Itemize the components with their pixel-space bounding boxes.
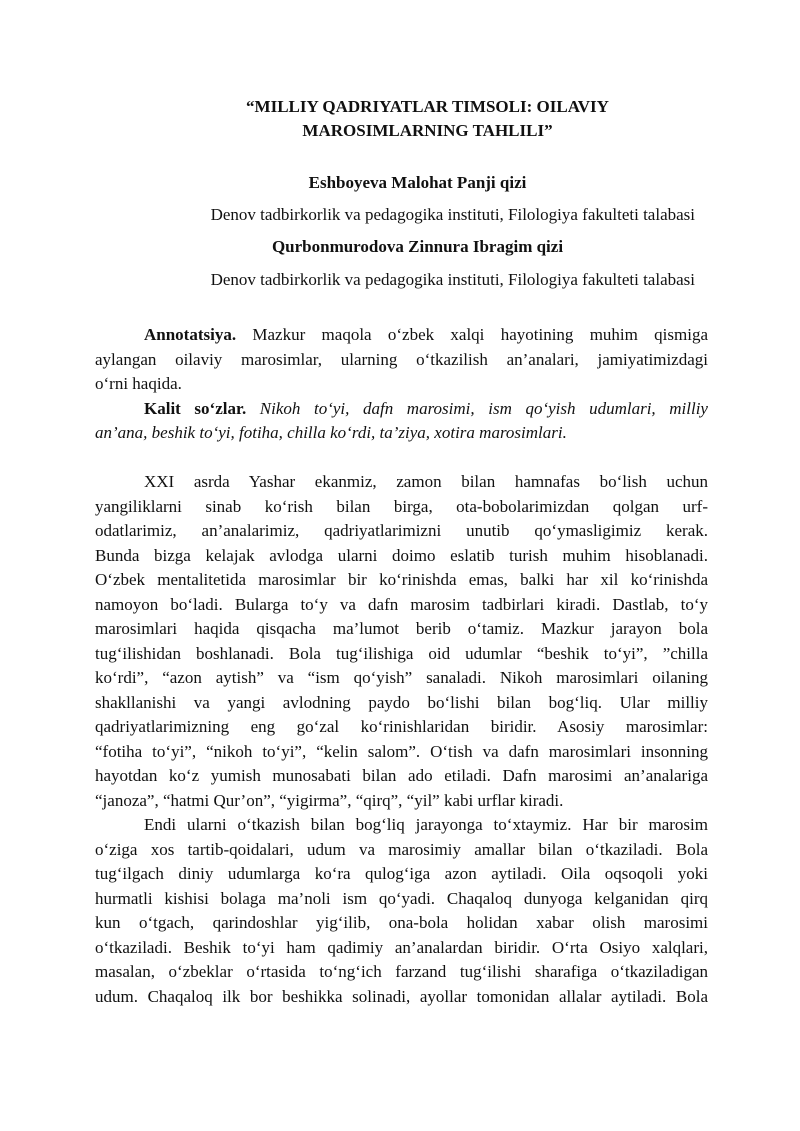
keywords-text: Nikoh to‘yi, dafn marosimi, ism qo‘yish udumlari, milliy [246,398,708,418]
paragraph-line: “fotiha to‘yi”, “nikoh to‘yi”, “kelin salom”. O‘tish va dafn marosimlari insonning [95,741,708,761]
keywords-label: Kalit so‘zlar. [144,398,247,418]
keywords-line [95,397,708,422]
paragraph-line: udum. Chaqaloq ilk bor beshikka solinadi, ayollar tomonidan allalar aytiladi. Bola [95,986,708,1006]
paragraph-line: qadriyatlarimizning eng go‘zal ko‘rinishlaridan biridir. Asosiy marosimlar: [95,717,708,736]
paragraph-line: XXI asrda Yashar ekanmiz, zamon bilan hamnafas bo‘lish uchun [144,472,708,491]
keywords-line: an’ana, beshik to‘yi, fotiha, chilla ko‘rdi, ta’ziya, xotira marosimlari. [95,423,567,442]
paragraph-line: Bunda bizga kelajak avlodga ularni doimo eslatib turish muhim hisoblanadi. [95,545,708,565]
paragraph-line: marosimlari haqida qisqacha ma’lumot berib o‘tamiz. Mazkur jarayon bola [95,619,708,638]
abstract [95,323,708,446]
author-name-2: Qurbonmurodova Zinnura Ibragim qizi [271,237,564,256]
paper-title-line-2: MAROSIMLARNING TAHLILI” [302,121,553,140]
paragraph-line: shakllanishi va yangi avlodning paydo bo‘lishi bilan bog‘liq. Ular milliy [95,692,708,712]
paragraph-line: yangiliklarni sinab ko‘rish bilan birga, ota-bobolarimizdan qolgan urf- [95,496,708,516]
abstract-line [95,323,708,348]
paragraph-line: ko‘rdi”, “azon aytish” va “ism qo‘yish” sanaladi. Nikoh marosimlari oilaning [95,668,708,687]
paragraph-line: Endi ularni o‘tkazish bilan bog‘liq jarayonga to‘xtaymiz. Har bir marosim [144,815,708,834]
paragraph-line: hurmatli kishisi bolaga ma’noli ism qo‘yadi. Chaqaloq dunyoga kelganidan qirq [95,888,708,908]
paragraph-line: “janoza”, “hatmi Qur’on”, “yigirma”, “qirq”, “yil” kabi urflar kiradi. [95,790,564,810]
paragraph-line: kun o‘tgach, qarindoshlar yig‘ilib, ona-bola holidan xabar olish marosimi [95,913,708,932]
abstract-text: Mazkur maqola o‘zbek xalqi hayotining muhim qismiga [236,325,708,344]
paragraph-line: namoyon bo‘ladi. Bularga to‘y va dafn marosim tadbirlari kiradi. Dastlab, to‘y [95,594,708,614]
paragraph-line: tug‘ilishidan boshlanadi. Bola tug‘ilishiga oid udumlar “beshik to‘yi”, ”chilla [95,643,708,663]
author-affiliation-2: Denov tadbirkorlik va pedagogika instituti, Filologiya fakulteti talabasi [210,270,695,289]
author-name-1: Eshboyeva Malohat Panji qizi [308,173,527,192]
paragraph-line: odatlarimiz, an’analarimiz, qadriyatlarimizni unutib qo‘ymasligimiz kerak. [95,521,708,540]
abstract-line: aylangan oilaviy marosimlar, ularning o‘tkazilish an’analari, jamiyatimizdagi [95,349,708,369]
author-affiliation-1: Denov tadbirkorlik va pedagogika instituti, Filologiya fakulteti talabasi [210,205,695,224]
paragraph-line: o‘ziga xos tartib-qoidalari, udum va marosimiy amallar bilan o‘tkaziladi. Bola [95,839,708,859]
body-paragraph-1 [95,470,708,813]
paragraph-line: O‘zbek mentalitetida marosimlar bir ko‘rinishda emas, balki har xil ko‘rinishda [95,570,708,589]
abstract-line: o‘rni haqida. [95,374,182,393]
paper-title-line-1: “MILLIY QADRIYATLAR TIMSOLI: OILAVIY [246,97,609,116]
paragraph-line: hayotdan ko‘z yumish munosabati bilan ado etiladi. Dafn marosimi an’analariga [95,766,708,785]
paragraph-line: masalan, o‘zbeklar o‘rtasida to‘ng‘ich farzand tug‘ilishi sharafiga o‘tkaziladigan [95,962,708,981]
paragraph-line: tug‘ilgach diniy udumlarga ko‘ra qulog‘iga azon aytiladi. Oila oqsoqoli yoki [95,864,708,883]
body-paragraph-2 [95,813,708,1009]
abstract-label: Annotatsiya. [144,325,237,344]
paragraph-line: o‘tkaziladi. Beshik to‘yi ham qadimiy an’analardan biridir. O‘rta Osiyo xalqlari, [95,937,708,957]
